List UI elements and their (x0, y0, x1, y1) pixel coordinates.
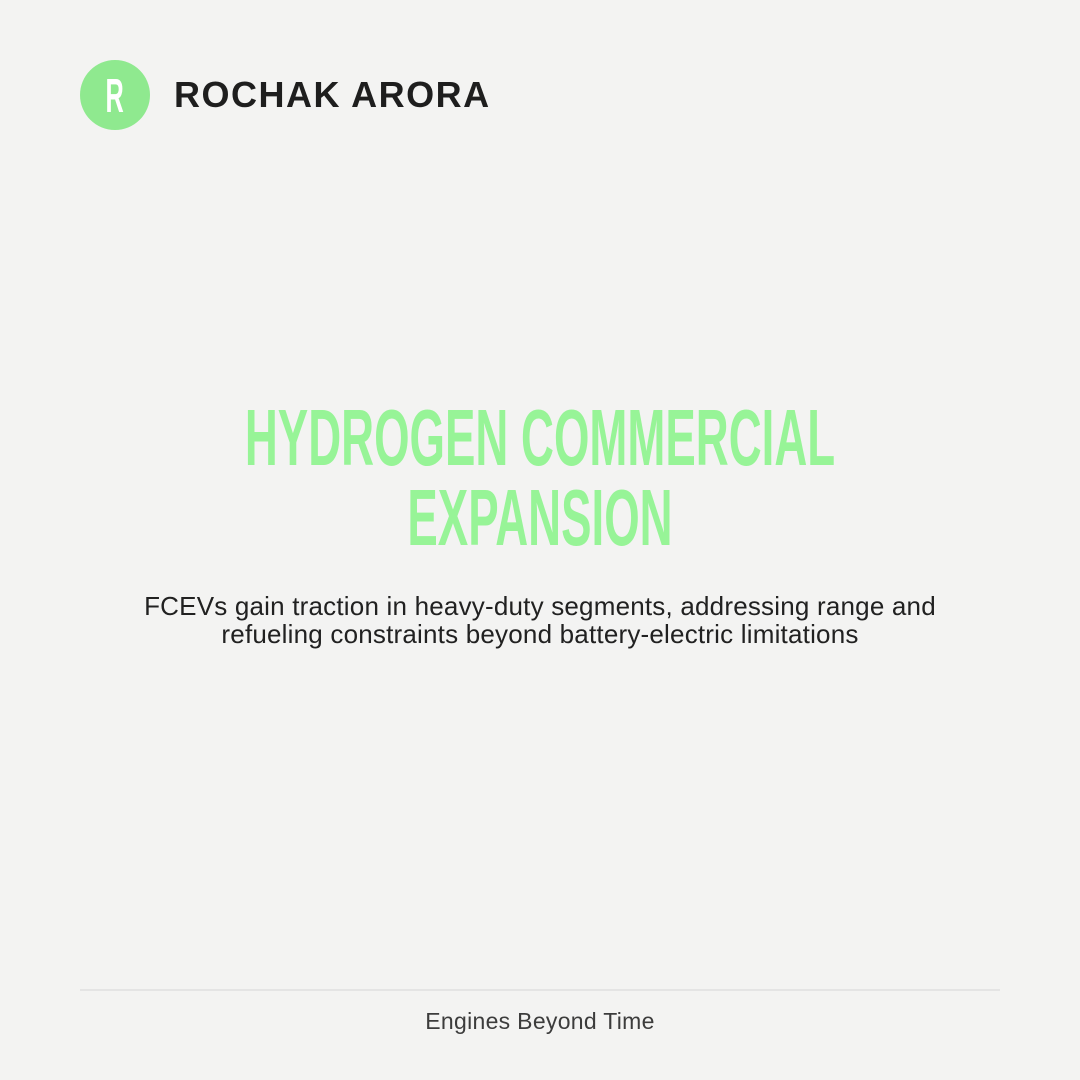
slide-title-line-1: HYDROGEN COMMERCIAL (244, 393, 836, 482)
footer-divider (80, 989, 1000, 991)
slide-subtitle-line-2: refueling constraints beyond battery-electric limitations (221, 619, 859, 649)
brand-logo-letter: R (105, 67, 125, 123)
slide-title (0, 393, 1080, 562)
slide-title-line-2: EXPANSION (407, 473, 673, 562)
slide-subtitle-line-1: FCEVs gain traction in heavy-duty segments, addressing range and (144, 591, 936, 621)
footer-caption: Engines Beyond Time (425, 1008, 655, 1034)
slide-subtitle (0, 592, 1080, 648)
brand-logo-icon (80, 60, 150, 130)
brand-header (80, 60, 491, 130)
brand-name: ROCHAK ARORA (174, 74, 491, 115)
